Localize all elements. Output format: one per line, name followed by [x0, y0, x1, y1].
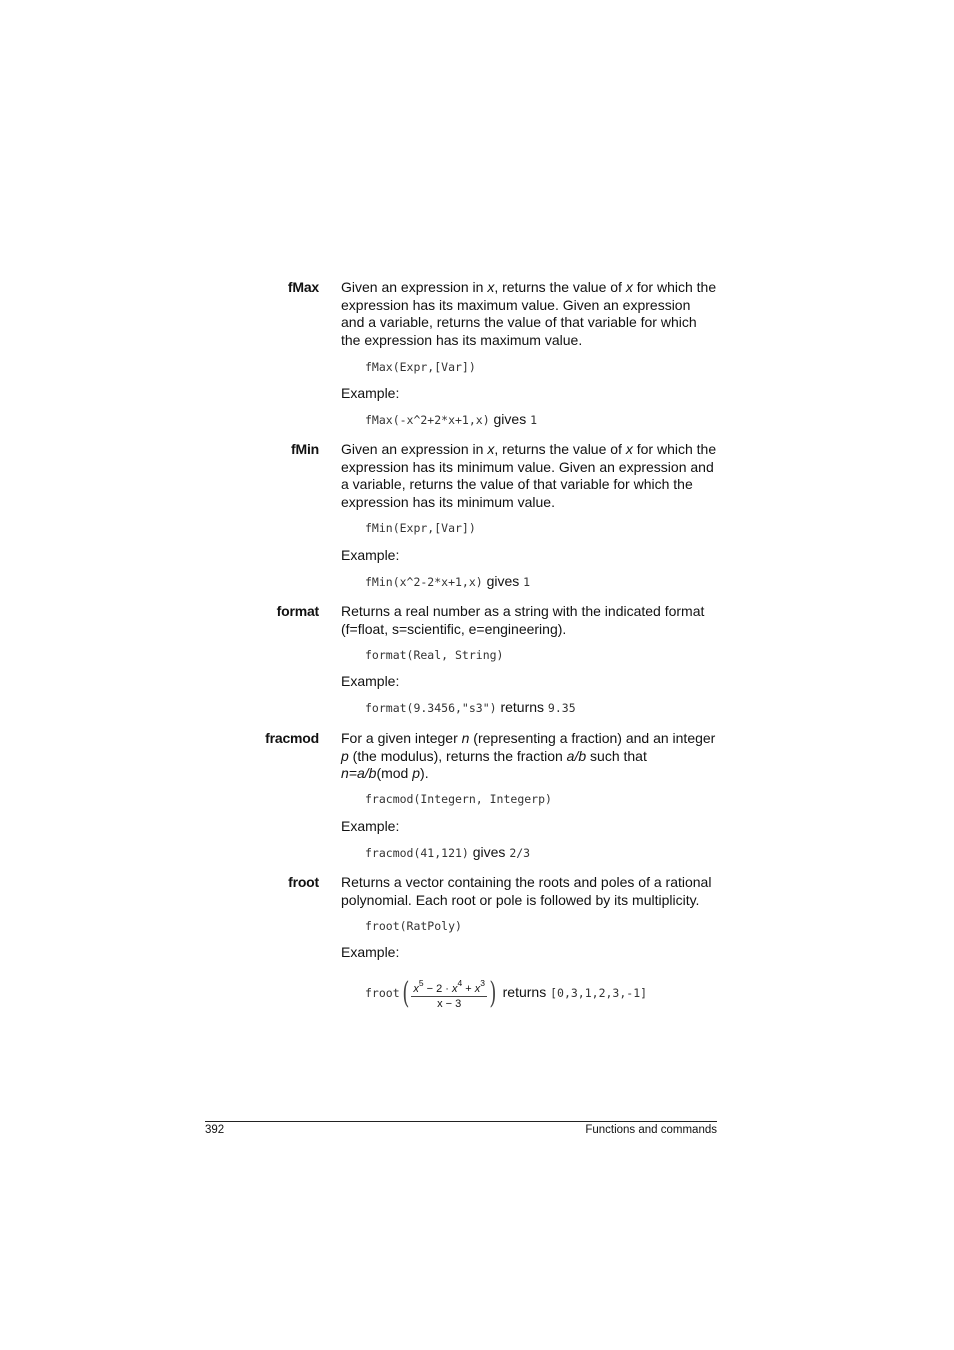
term-fmax: fMax	[287, 279, 319, 295]
example-label-fmax: Example:	[341, 385, 400, 401]
example-format	[365, 699, 576, 715]
example-result-froot: [0,3,1,2,3,-1]	[550, 986, 648, 1001]
syntax-format: format(Real, String)	[365, 648, 504, 662]
description-fmin: Given an expression in x, returns the value of x for which the expression has its minimum value. Given an expression and a variable, returns the value of that variable for which the expression has its minimum value.	[341, 441, 717, 510]
example-result-fmax: 1	[530, 413, 538, 427]
example-label-fracmod: Example:	[341, 818, 400, 834]
example-label-fmin: Example:	[341, 547, 400, 563]
example-fmax	[365, 411, 537, 427]
fraction-numerator: $x^5 - 2 \cdot x^4 + x^3$	[413, 977, 486, 995]
syntax-fmax: fMax(Expr,[Var])	[365, 360, 476, 374]
example-code-fmin: fMin(x^2-2*x+1,x)	[365, 575, 483, 589]
example-code-fracmod: fracmod(41,121)	[365, 846, 469, 860]
fraction	[411, 978, 487, 1010]
example-fmin	[365, 573, 530, 589]
example-label-froot: Example:	[341, 944, 400, 960]
term-fracmod: fracmod	[265, 730, 319, 746]
description-froot: Returns a vector containing the roots and poles of a rational polynomial. Each root or pole is followed by its multiplicity.	[341, 874, 712, 908]
page-number: 392	[205, 1124, 225, 1136]
syntax-fracmod: fracmod(Integern, Integerp)	[365, 792, 552, 806]
example-code-froot: froot	[365, 986, 400, 1001]
example-result-format: 9.35	[547, 701, 576, 715]
example-label-format: Example:	[341, 673, 400, 689]
term-format: format	[276, 603, 319, 619]
running-head: Functions and commands	[585, 1124, 717, 1136]
example-word-fmax: gives	[493, 411, 527, 427]
term-froot: froot	[288, 874, 319, 890]
description-fracmod: For a given integer n (representing a fraction) and an integer p (the modulus), returns the fraction a/b such that n=a/b(mod p).	[341, 730, 716, 781]
footer-rule	[205, 1121, 717, 1122]
example-fracmod	[365, 844, 530, 860]
example-code-format: format(9.3456,"s3")	[365, 701, 497, 715]
syntax-fmin: fMin(Expr,[Var])	[365, 521, 476, 535]
example-code-fmax: fMax(-x^2+2*x+1,x)	[365, 413, 490, 427]
example-result-fmin: 1	[523, 575, 531, 589]
example-word-fmin: gives	[486, 573, 520, 589]
syntax-froot: froot(RatPoly)	[365, 919, 462, 933]
example-word-froot: returns	[502, 984, 547, 1001]
description-fmax: Given an expression in x, returns the value of x for which the expression has its maximum value. Given an expression and a variable, returns the value of that variable for which the expression has its maximum value.	[341, 279, 717, 348]
example-froot	[365, 976, 647, 1011]
example-result-fracmod: 2/3	[509, 846, 531, 860]
description-format: Returns a real number as a string with the indicated format (f=float, s=scientific, e=engineering).	[341, 603, 705, 637]
example-word-format: returns	[500, 699, 545, 715]
left-paren: (	[401, 976, 409, 1011]
term-fmin: fMin	[291, 441, 319, 457]
fraction-denominator: x − 3	[437, 997, 462, 1010]
right-paren: )	[489, 976, 497, 1011]
example-word-fracmod: gives	[472, 844, 506, 860]
